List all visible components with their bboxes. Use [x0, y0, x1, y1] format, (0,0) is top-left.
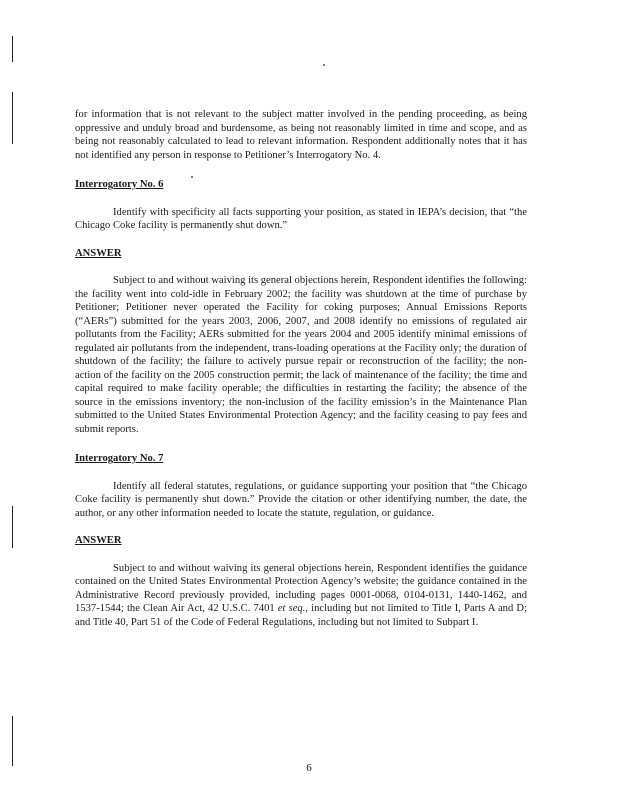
scan-speck: [323, 64, 325, 66]
scan-edge-mark: [12, 36, 13, 62]
interrogatory-6-answer: Subject to and without waiving its general objections herein, Respondent identifies the following: the facility went into cold-idle in February 2002; the facility was shutdown at the time of purchase by Petitioner; Petitioner never operated the Facility for coking purposes; Annual Emissions Reports (“AERs”) submitted for the years 2003, 2006, 2007, and 2008 identify no emissions of regulated air pollutants from the Facility; AERs submitted for the years 2004 and 2005 identify minimal emissions of regulated air pollutants from the independent, trans-loading operations at the Facility only; the duration of shutdown of the facility; the failure to actively pursue repair or reconstruction of the facility; the non-action of the facility on the 2005 construction permit; the lack of maintenance of the facility; the time and capital required to make facility operable; the difficulties in restarting the facility; the absence of the source in the emissions inventory; the non-inclusion of the facility emission’s in the Maintenance Plan submitted to the United States Environmental Protection Agency; and the facility ceasing to pay fees and submit reports.: [75, 275, 527, 435]
answer-text-part1: Subject to and without waiving its general objections herein, Respondent identifies the guidance contained on the United States Environmental Protection Agency’s website; the guidance contained in the Administrative Record previously provided, including pages 0001-0068, 0104-0131, 1440-1462, and 1537-1544; the Clean Air Act, 42 U.S.C. 7401: [75, 562, 527, 614]
interrogatory-6-answer-heading: ANSWER: [75, 247, 122, 259]
interrogatory-6-question: Identify with specificity all facts supporting your position, as stated in IEPA’s decision, that “the Chicago Coke facility is permanently shut down.”: [75, 206, 527, 231]
answer-text-italic: et seq.: [277, 603, 306, 614]
intro-paragraph: for information that is not relevant to the subject matter involved in the pending proceeding, as being oppressive and unduly broad and burdensome, as being not reasonably limited in time and scope, and as being not reasonably calculated to lead to relevant information. Respondent additionally notes that it has not identified any person in response to Petitioner’s Interrogatory No. 4.: [75, 109, 527, 161]
interrogatory-7-answer-heading: ANSWER: [75, 535, 122, 546]
interrogatory-7-answer: [75, 562, 527, 630]
interrogatory-7-heading: Interrogatory No. 7: [75, 453, 164, 464]
interrogatory-7-question: Identify all federal statutes, regulations, or guidance supporting your position that “the Chicago Coke facility is permanently shut down.” Provide the citation or other identifying number, the date, the author, or any other information needed to locate the statute, regulation, or guidance.: [75, 480, 527, 519]
page-number: 6: [306, 762, 312, 774]
scan-edge-mark: [12, 506, 13, 548]
interrogatory-6-heading: Interrogatory No. 6: [75, 179, 164, 190]
answer-text-part2: , including but not limited to Title I, Parts A and D; and Title 40, Part 51 of the Code of Federal Regulations, including but not limited to Subpart I.: [75, 603, 528, 628]
scan-edge-mark: [12, 716, 13, 766]
document-body: [75, 108, 527, 629]
scan-edge-mark: [12, 92, 13, 144]
